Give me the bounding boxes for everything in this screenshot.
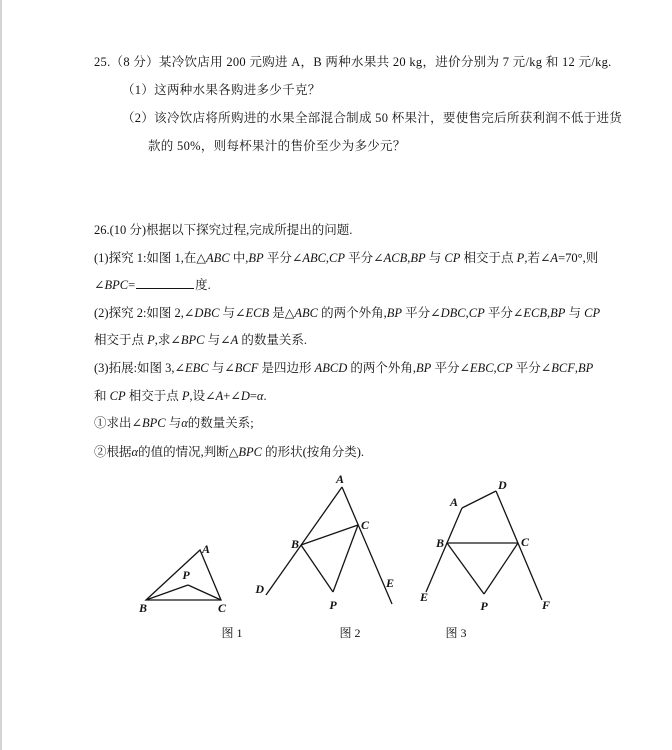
math-variable: BP: [386, 306, 403, 320]
q26-part2-line2: 相交于点 P,求∠BPC 与∠A 的数量关系.: [94, 333, 308, 347]
math-variable: CP: [329, 251, 346, 265]
math-variable: EBC: [185, 361, 209, 375]
label-e: E: [419, 590, 429, 604]
figure-2-caption: 图 2: [339, 626, 361, 640]
math-variable: BPC: [104, 278, 129, 292]
label-d: D: [498, 478, 507, 492]
line-ad: [266, 487, 342, 595]
segment-cp: [333, 525, 358, 592]
figure-1: [138, 542, 243, 640]
math-variable: BP: [410, 251, 426, 265]
math-variable: ECB: [245, 306, 270, 320]
q26-part3-line2: 和 CP 相交于点 P,设∠A+∠D=α.: [94, 389, 267, 403]
math-variable: P: [181, 389, 190, 403]
math-variable: EBC: [469, 361, 494, 375]
segment-bp: [146, 585, 188, 600]
math-variable: ABCD: [314, 361, 348, 375]
q26-sub1: ①求出∠BPC 与α的数量关系;: [94, 416, 254, 430]
segment-bc: [301, 525, 358, 545]
math-variable: CP: [496, 361, 513, 375]
line-ae: [426, 508, 462, 592]
math-variable: ABC: [302, 251, 326, 265]
math-variable: BPC: [180, 333, 205, 347]
figure-3-caption: 图 3: [445, 626, 467, 640]
label-p: P: [329, 598, 337, 612]
q26-part1-answer-suffix: 度.: [195, 278, 211, 292]
label-p: P: [480, 599, 488, 613]
label-d: D: [255, 582, 264, 596]
q25-stem: 25.（8 分）某冷饮店用 200 元购进 A，B 两种水果共 20 kg，进价分别为 7 元/kg 和 12 元/kg.: [94, 55, 612, 69]
math-variable: ACB: [383, 251, 408, 265]
q25-part2-line2: 款的 50%，则每杯果汁的售价至少为多少元？: [148, 139, 406, 153]
figure-2: [254, 472, 394, 640]
label-b: B: [138, 601, 148, 615]
math-variable: ECB: [523, 306, 547, 320]
q26-part1-answer-prefix: ∠BPC=: [94, 278, 136, 292]
math-variable: CP: [109, 389, 126, 403]
math-variable: CP: [444, 251, 461, 265]
label-a: A: [449, 495, 458, 509]
math-variable: BCF: [234, 361, 259, 375]
figure-1-caption: 图 1: [221, 626, 243, 640]
figure-3: [419, 478, 550, 640]
math-variable: DBC: [194, 306, 220, 320]
segment-bp: [301, 545, 333, 592]
math-variable: α: [256, 389, 264, 403]
math-variable: P: [516, 251, 525, 265]
label-p: P: [182, 568, 190, 582]
math-variable: ABC: [206, 251, 230, 265]
q25-part2-line1: （2）该冷饮店将所购进的水果全部混合制成 50 杯果汁，要使售完后所获利润不低于进货: [122, 111, 623, 125]
math-variable: P: [147, 333, 155, 347]
math-variable: DBC: [440, 306, 466, 320]
math-variable: α: [181, 416, 188, 430]
label-f: F: [541, 598, 551, 612]
math-variable: BP: [550, 306, 566, 320]
q25-part1: （1）这两种水果各购进多少千克？: [122, 83, 321, 97]
math-variable: ABC: [294, 306, 318, 320]
math-variable: BPC: [238, 445, 262, 459]
math-variable: BP: [248, 251, 264, 265]
q26-part2-line1: (2)探究 2:如图 2,∠DBC 与∠ECB 是△ABC 的两个外角,BP 平分∠DBC,CP 平分∠ECB,BP 与 CP: [94, 306, 601, 320]
label-b: B: [435, 536, 445, 550]
label-a: A: [335, 472, 345, 486]
math-variable: BPC: [141, 416, 166, 430]
q26-part1-line1: (1)探究 1:如图 1,在△ABC 中,BP 平分∠ABC,CP 平分∠ACB,BP 与 CP 相交于点 P,若∠A=70°,则: [94, 251, 599, 265]
math-variable: BCF: [551, 361, 575, 375]
line-df: [496, 491, 542, 600]
math-variable: A: [215, 389, 224, 403]
segment-ad: [462, 491, 496, 508]
line-ae: [342, 487, 395, 604]
math-variable: BP: [577, 361, 594, 375]
math-variable: CP: [468, 306, 485, 320]
label-c: C: [217, 601, 227, 615]
label-b: B: [290, 537, 299, 551]
label-a: A: [202, 542, 211, 556]
label-c: C: [361, 518, 370, 532]
math-variable: D: [240, 389, 250, 403]
math-variable: A: [230, 333, 239, 347]
label-e: E: [386, 576, 395, 590]
q26-stem: 26.(10 分)根据以下探究过程,完成所提出的问题.: [94, 223, 353, 237]
math-variable: BP: [416, 361, 432, 375]
segment-cp: [484, 543, 518, 594]
q26-sub2: ②根据α的值的情况,判断△BPC 的形状(按角分类).: [94, 445, 365, 459]
label-c: C: [521, 535, 530, 549]
segment-bp: [447, 543, 484, 594]
math-variable: CP: [584, 306, 601, 320]
q26-part3-line1: (3)拓展:如图 3,∠EBC 与∠BCF 是四边形 ABCD 的两个外角,BP 平分∠EBC,CP 平分∠BCF,BP: [94, 361, 594, 375]
math-variable: α: [131, 445, 139, 459]
math-variable: A: [550, 251, 559, 265]
